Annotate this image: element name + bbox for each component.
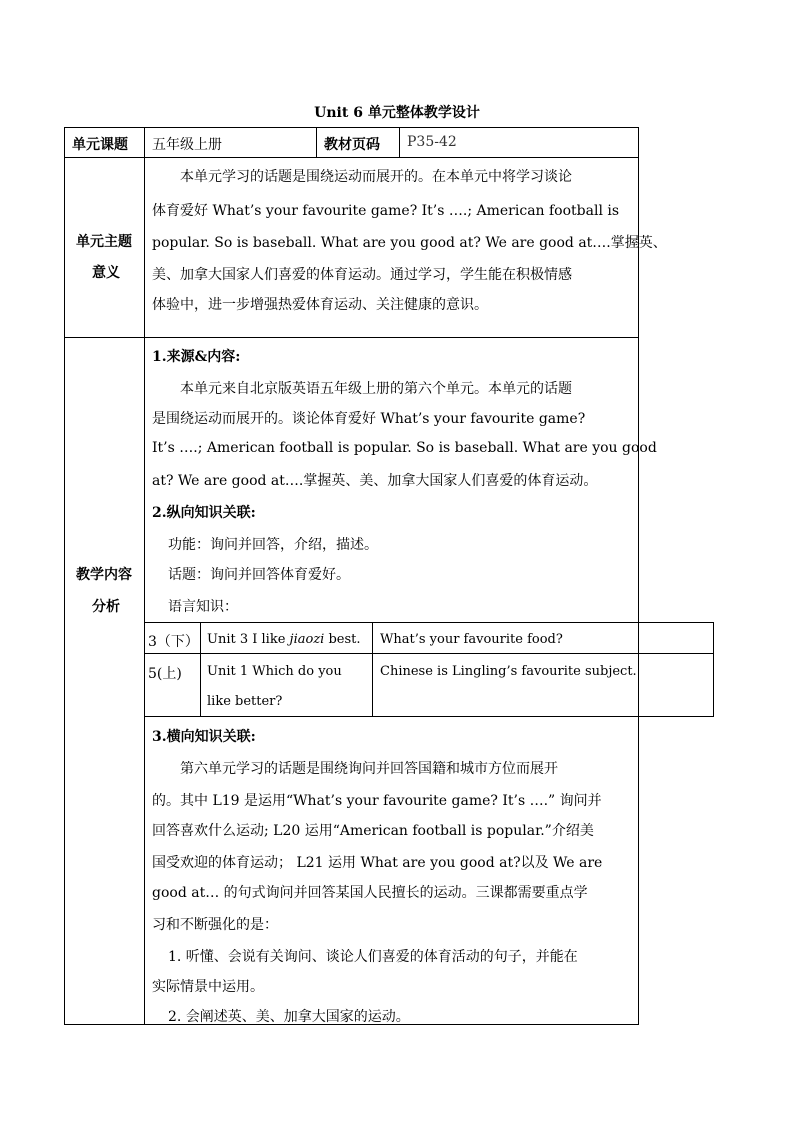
table-row-1-sentence: What’s your favourite food? [380,632,563,647]
unit-topic-value: 五年级上册 [152,137,222,153]
section3-line-3: 回答喜欢什么运动; L20 运用“American football is popular.”介绍美 [152,823,594,839]
meaning-line-3: popular. So is baseball. What are you good at? We are good at….掌握英、 [152,235,667,251]
analysis-label-line1: 教学内容 [76,567,132,583]
section2-heading: 2.纵向知识关联: [152,505,256,521]
document-title: Unit 6 单元整体教学设计 [314,105,480,121]
table-row-2-sentence: Chinese is Lingling’s favourite subject. [380,664,637,679]
table-row-2-unit-line2: like better? [207,694,283,709]
meaning-label-line1: 单元主题 [76,234,132,250]
section3-line-5: good at… 的句式询问并回答某国人民擅长的运动。三课都需要重点学 [152,885,588,901]
section3-line-7: 1. 听懂、会说有关询问、谈论人们喜爱的体育活动的句子，并能在 [168,949,578,965]
section1-line-4: at? We are good at….掌握英、美、加拿大国家人们喜爱的体育运动。 [152,473,598,489]
section1-line-3: It’s ….; American football is popular. So is baseball. What are you good [152,440,657,456]
page-value: P35-42 [407,134,457,150]
section1-heading: 1.来源&内容: [152,349,241,365]
table-row-1-unit-prefix: Unit 3 I like [207,632,290,647]
meaning-line-1: 本单元学习的话题是围绕运动而展开的。在本单元中将学习谈论 [180,169,572,185]
section1-line-1: 本单元来自北京版英语五年级上册的第六个单元。本单元的话题 [180,381,572,397]
section3-line-4: 国受欢迎的体育运动； L21 运用 What are you good at?以及 We are [152,855,603,871]
section3-line-8: 实际情景中运用。 [152,979,264,995]
table-row-1-unit-suffix: best. [324,632,361,647]
meaning-label-line2: 意义 [92,265,120,281]
table-row-1-unit-italic: jiaozi [289,632,325,647]
table-row-1-unit [207,632,361,647]
table-row-1-grade: 3（下） [148,634,199,650]
section1-line-2: 是围绕运动而展开的。谈论体育爱好 What’s your favourite game? [152,411,586,427]
section2-line-2: 话题：询问并回答体育爱好。 [168,567,350,583]
section3-line-6: 习和不断强化的是： [152,917,278,933]
page-label: 教材页码 [324,137,380,153]
table-row-2-grade: 5(上) [148,666,182,682]
section3-heading: 3.横向知识关联: [152,729,256,745]
section3-line-9: 2. 会阐述英、美、加拿大国家的运动。 [168,1009,410,1025]
analysis-label-line2: 分析 [92,599,120,615]
meaning-line-4: 美、加拿大国家人们喜爱的体育运动。通过学习，学生能在积极情感 [152,267,572,283]
unit-topic-label: 单元课题 [72,137,128,153]
section3-line-1: 第六单元学习的话题是围绕询问并回答国籍和城市方位而展开 [180,761,558,777]
meaning-line-5: 体验中，进一步增强热爱体育运动、关注健康的意识。 [152,297,488,313]
section2-line-1: 功能：询问并回答，介绍，描述。 [168,537,378,553]
table-row-2-unit-line1: Unit 1 Which do you [207,664,342,679]
section2-line-3: 语言知识： [168,599,238,615]
meaning-line-2: 体育爱好 What’s your favourite game? It’s ….; American football is [152,203,620,219]
section3-line-2: 的。其中 L19 是运用“What’s your favourite game? It’s ….” 询问并 [152,793,602,809]
